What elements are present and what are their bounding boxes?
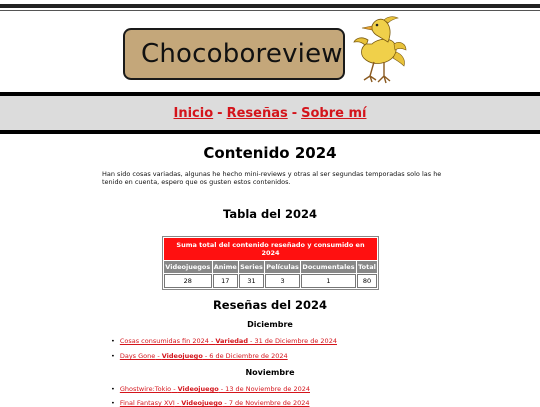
- review-link[interactable]: [120, 337, 337, 345]
- review-entry: [111, 399, 310, 407]
- month-heading-noviembre: Noviembre: [245, 368, 295, 377]
- review-sep: -: [208, 337, 216, 345]
- chocobo-icon: [350, 14, 408, 86]
- review-date: - 6 de Diciembre de 2024: [202, 352, 288, 360]
- value-anime: 17: [213, 274, 238, 288]
- header-total: Total: [358, 263, 376, 271]
- nav-separator: -: [217, 105, 223, 121]
- value-videojuegos: 28: [164, 274, 212, 288]
- site-logo[interactable]: [123, 28, 345, 80]
- review-entry: [111, 352, 288, 360]
- review-sep: -: [174, 399, 182, 407]
- review-category: Videojuego: [161, 352, 203, 360]
- bullet-icon: •: [111, 352, 115, 360]
- review-sep: -: [155, 352, 162, 360]
- page-title: Contenido 2024: [203, 144, 337, 162]
- review-title: Ghostwire:Tokio: [119, 385, 172, 393]
- reviews-title: Reseñas del 2024: [212, 298, 328, 312]
- header-peliculas: Películas: [266, 263, 299, 271]
- review-title: Cosas consumidas fin 2024: [119, 337, 209, 345]
- nav-link-about[interactable]: Sobre mí: [301, 105, 367, 121]
- header-videojuegos: Videojuegos: [165, 263, 211, 271]
- review-category: Videojuego: [181, 399, 223, 407]
- nav-bar: [0, 92, 540, 134]
- review-date: - 13 de Noviembre de 2024: [218, 385, 310, 393]
- logo-text: Chocoboreview: [141, 39, 343, 69]
- bullet-icon: •: [111, 337, 115, 345]
- bullet-icon: •: [111, 385, 115, 393]
- header-documentales: Documentales: [302, 263, 355, 271]
- table-caption: Suma total del contenido reseñado y consumido en 2024: [164, 238, 377, 260]
- main-nav: [174, 106, 367, 121]
- review-date: - 7 de Noviembre de 2024: [222, 399, 310, 407]
- review-date: - 31 de Diciembre de 2024: [247, 337, 337, 345]
- review-sep: -: [171, 385, 178, 393]
- nav-separator: -: [291, 105, 298, 121]
- nav-link-home[interactable]: Inicio: [173, 105, 214, 121]
- header-anime: Anime: [213, 263, 237, 271]
- review-link[interactable]: [120, 399, 310, 407]
- month-heading-diciembre: Diciembre: [247, 320, 293, 329]
- review-category: Variedad: [215, 337, 248, 345]
- review-entry: [111, 385, 310, 393]
- review-link[interactable]: [120, 352, 288, 360]
- stats-table: [162, 236, 379, 290]
- value-total: 80: [357, 274, 377, 288]
- review-link[interactable]: [120, 385, 310, 393]
- review-category: Videojuego: [177, 385, 219, 393]
- table-title: Tabla del 2024: [222, 207, 318, 221]
- value-documentales: 1: [301, 274, 356, 288]
- top-rule: [0, 4, 540, 8]
- value-peliculas: 3: [265, 274, 300, 288]
- site-header: [0, 12, 540, 92]
- review-title: Days Gone: [119, 352, 156, 360]
- value-series: 31: [239, 274, 264, 288]
- review-title: Final Fantasy XVI: [119, 399, 175, 407]
- review-entry: [111, 337, 337, 345]
- top-rule-thin: [0, 10, 540, 11]
- intro-text: Han sido cosas variadas, algunas he hecho mini-reviews y otras al ser segundas temporadas solo las he tenido en cuenta, espero que os gusten estos contenidos.: [102, 170, 442, 186]
- bullet-icon: •: [111, 399, 115, 407]
- header-series: Series: [240, 263, 263, 271]
- nav-link-reviews[interactable]: Reseñas: [226, 105, 288, 121]
